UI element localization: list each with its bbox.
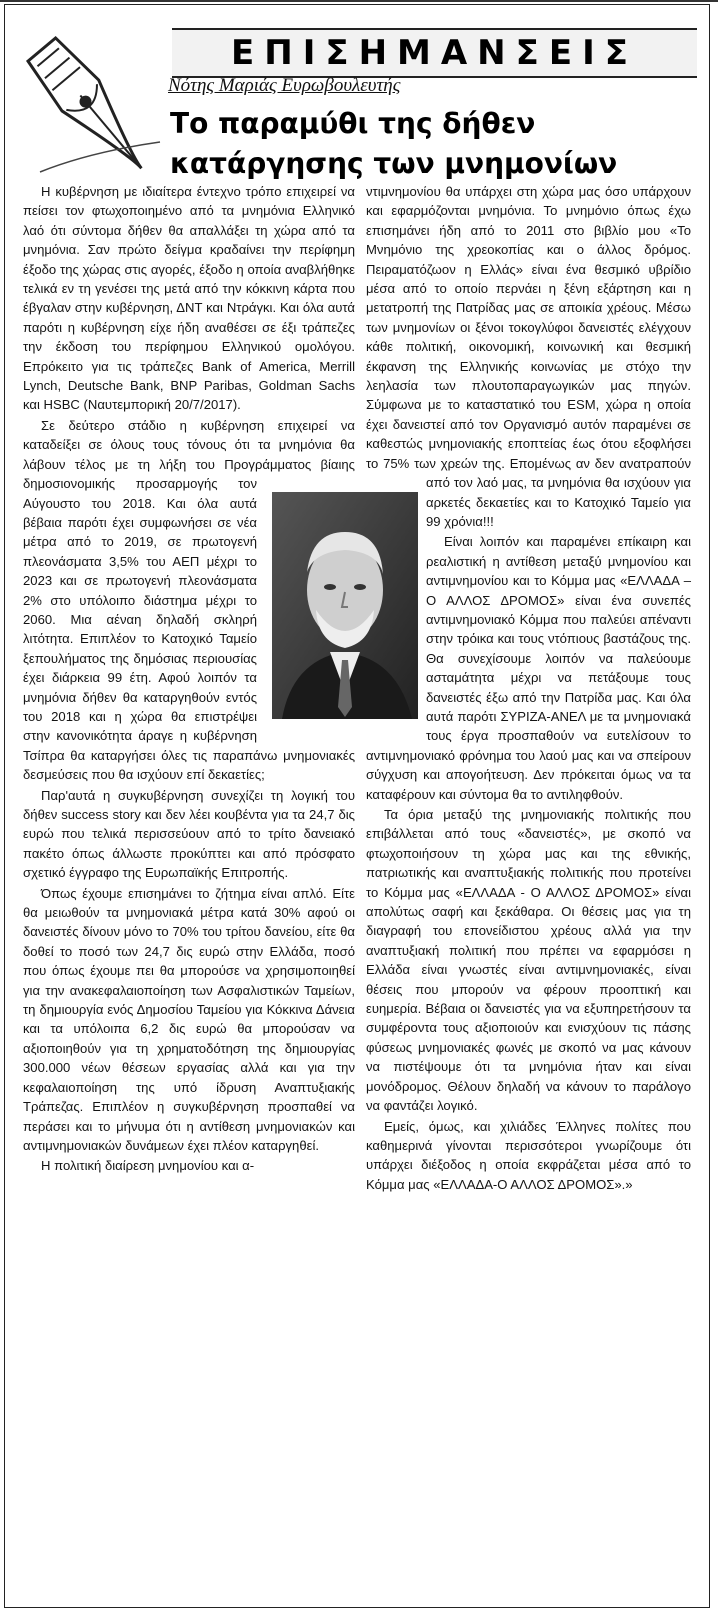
- headline-line-1: Το παραμύθι της δήθεν: [170, 107, 536, 140]
- top-rule: [0, 0, 718, 2]
- portrait-spacer: [366, 492, 422, 732]
- fountain-pen-icon: [10, 22, 170, 192]
- paragraph: Είναι λοιπόν και παραμένει επίκαιρη και ρεαλιστική η αντίθεση μεταξύ μνημονίου και αντιμνημονίου και το Κόμμα μας «ΕΛΛΑΔΑ – Ο ΑΛΛΟΣ ΔΡΟΜΟΣ» είναι ένα συνεπές αντιμνημονιακό Κόμμα που παλεύει απέναντι στην τρόικα και τους ντόπιους βαστάζους της. Θα συνεχίσουμε λοιπόν να παλεύουμε ασταμάτητα μέχρι να πετάξουμε τους δανειστές έξω από την Πατρίδα μας. Και όλα αυτά παρότι ΣΥΡΙΖΑ-ΑΝΕΛ με τα μνημονιακά τους έργα προσπαθούν να ευτελίσουν το αντιμνημονιακό φρόνημα του λαού μας και να σπείρουν σύγχυση και απογοήτευση. Δεν πρόκειται όμως να τα καταφέρουν και σύντομα θα το αντιληφθούν.: [366, 534, 691, 802]
- section-masthead: [172, 28, 697, 78]
- paragraph: Όπως έχουμε επισημάνει το ζήτημα είναι απλό. Είτε θα μειωθούν τα μνημονιακά μέτρα κατά 30% αφού οι δανειστές δίνουν μόνο το 70% του τρίτου δανείου, είτε θα δοθεί το ποσό των 24,7 δις ευρώ στην Ελλάδα, ποσό που όπως έχουμε πει θα μπορούσε να χρησιμοποιηθεί για την ανακεφαλαιοποίηση των Ασφαλιστικών Ταμείων, τη δημιουργία ενός Δημοσίου Ταμείου για Κόκκινα Δάνεια και τα υπόλοιπα 6,2 δις ευρώ θα μπορούσαν να αξιοποιηθούν για τη χρηματοδότηση της δημιουργίας 300.000 νέων θέσεων εργασίας αλλά και για την κεφαλαιοποίηση της υπό ίδρυση Αναπτυξιακής Τράπεζας. Επιπλέον η συγκυβέρνηση προσπαθεί να περάσει και το μήνυμα ότι η αντίθεση μνημονιακών και αντιμνημονιακών δυνάμεων έχει πλέον καταργηθεί.: [23, 885, 355, 1153]
- paragraph: Σε δεύτερο στάδιο η κυβέρνηση επιχειρεί να καταδείξει σε όλους τους τόνους ότι τα μνημόνια θα λάβουν τέλος με τη λήξη του Προγράμματος βίαιης δημοσιονομικής προσαρμογής τον Αύγουστο του 2018. Και όλα αυτά βέβαια παρότι έχει συμφωνήσει σε νέα μέτρα από το 2019, σε πρωτογενή πλεονάσματα 3,5% του ΑΕΠ μέχρι το 2023 και σε πρωτογενή πλεονάσματα 2% στο υπόλοιπο διάστημα μέχρι το 2060. Μια αέναη δηλαδή σκληρή λιτότητα. Επιπλέον το Κατοχικό Ταμείο ξεπουλήματος της δημόσιας περιουσίας έχει διάρκεια 99 έτη. Αφού λοιπόν τα μνημόνια δήθεν θα καταργηθούν εντός του 2018 και η χώρα θα επιστρέψει στην κανονικότητα άραγε η κυβέρνηση Τσίπρα θα καταργήσει όλες τις παραπάνω μνημονιακές δεσμεύσεις που θα ισχύουν επί δεκαετίες;: [23, 417, 355, 783]
- paragraph: Τα όρια μεταξύ της μνημονιακής πολιτικής που επιβάλλεται από τους «δανειστές», με σκοπό να φτωχοποιήσουν τη χώρα μας και της εθνικής, πατριωτικής και αναπτυξιακής πολιτικής που προτείνει το Κόμμα μας «ΕΛΛΑΔΑ - Ο ΑΛΛΟΣ ΔΡΟΜΟΣ» είναι απολύτως σαφή και ξεκάθαρα. Οι θέσεις μας για τη διαγραφή του επονείδιστου χρέους αλλά για την αναπτυξιακή πολιτική που πρέπει να εφαρμόσει η Ελλάδα είναι γνωστές είναι αντιμνημονιακές, είναι θέσεις που μπορούν να φέρουν προοπτική και ευημερία. Βέβαια οι δανειστές για να εξυπηρετήσουν τα συμφέροντα τους αξιοποιούν και ενισχύουν τις πάσης φύσεως μνημονιακές φωνές με σκοπό να μας κάνουν να πιστέψουμε ότι τα μνημόνια ήταν και είναι μονόδρομος. Θέλουν δηλαδή να κάνουν το παράλογο να φαντάζει λογικό.: [366, 807, 691, 1114]
- paragraph: ντιμνημονίου θα υπάρχει στη χώρα μας όσο υπάρχουν και εφαρμόζονται μνημόνια. Το μνημόνιο όπως έχω επισημάνει ήδη από το 2011 στο βιβλίο μου «Το Μνημόνιο της χρεοκοπίας και ο άλλος δρόμος. Πειραματόζωον η Ελλάς» είναι ένα θεσμικό υβρίδιο μέσα από το οποίο περνάει η ξένη εξάρτηση και η μετατροπή της Πατρίδας μας σε αποικία χρέους. Μέσω των μνημονίων οι ξένοι τοκογλύφοι δανειστές ελέγχουν κάθε πολιτική, οικονομική, κοινωνική και θεσμική έκφανση της Ελληνικής κοινωνίας με στόχο την λεηλασία των πλουτοπαραγωγικών μας πηγών. Σύμφωνα με το καταστατικό του ESM, χώρα η οποία έχει δανειστεί από τον Οργανισμό αυτόν παραμένει σε καθεστώς μνημονιακής εποπτείας έως ότου εξοφλήσει το 75% των χρεών της. Επομένως αν δεν ανατραπούν από τον λαό μας, τα μνημόνια θα ισχύουν για αρκετές δεκαετίες και το Κατοχικό Ταμείο για 99 χρόνια!!!: [366, 184, 691, 529]
- paragraph: Η πολιτική διαίρεση μνημονίου και α-: [41, 1158, 255, 1174]
- paragraph: Παρ'αυτά η συγκυβέρνηση συνεχίζει τη λογική του δήθεν success story και δεν λέει κουβέντα για τα 24,7 δις ευρώ που τελικά περισσεύουν από το τρίτο δανειακό πακέτο όπως άλλωστε προκύπτει και από πρόσφατο σχετικό έγγραφο της Ευρωπαϊκής Επιτροπής.: [23, 787, 355, 881]
- article-column-right: [366, 182, 691, 1194]
- paragraph: Η κυβέρνηση με ιδιαίτερα έντεχνο τρόπο επιχειρεί να πείσει τον φτωχοποιημένο από τα μνημόνια Ελληνικό λαό ότι σύντομα δήθεν θα απαλλάξει τη χώρα από τα μνημόνια. Σαν πρώτο δείγμα κραδαίνει την περίφημη έξοδο της χώρας στις αγορές, έξοδο η οποία αναβλήθηκε τελικά εν τη γενέσει της μετά από την κόκκινη κάρτα που έβγαλαν στην κυβέρνηση, ΔΝΤ και Ντράγκι. Και όλα αυτά παρότι η κυβέρνηση είχε ήδη αναθέσει σε έξι τράπεζες την έκδοση του περίφημου Ελληνικού ομολόγου. Επρόκειτο για τις τράπεζες Bank of America, Merrill Lynch, Deutsche Bank, BNP Paribas, Goldman Sachs και HSBC (Ναυτεμπορική 20/7/2017).: [23, 184, 355, 413]
- section-title: ΕΠΙΣΗΜΑΝΣΕΙΣ: [231, 33, 638, 73]
- author-byline: Νότης Μαριάς Ευρωβουλευτής: [168, 75, 401, 96]
- paragraph: Εμείς, όμως, και χιλιάδες Έλληνες πολίτες που καθημερινά γίνονται περισσότεροι γνωρίζουμε ότι υπάρχει διέξοδος η οποία εκφράζεται μέσα από το Κόμμα μας «ΕΛΛΑΔΑ-Ο ΑΛΛΟΣ ΔΡΟΜΟΣ».»: [366, 1118, 691, 1192]
- article-headline: [170, 104, 700, 184]
- headline-line-2: κατάργησης των μνημονίων: [170, 147, 618, 180]
